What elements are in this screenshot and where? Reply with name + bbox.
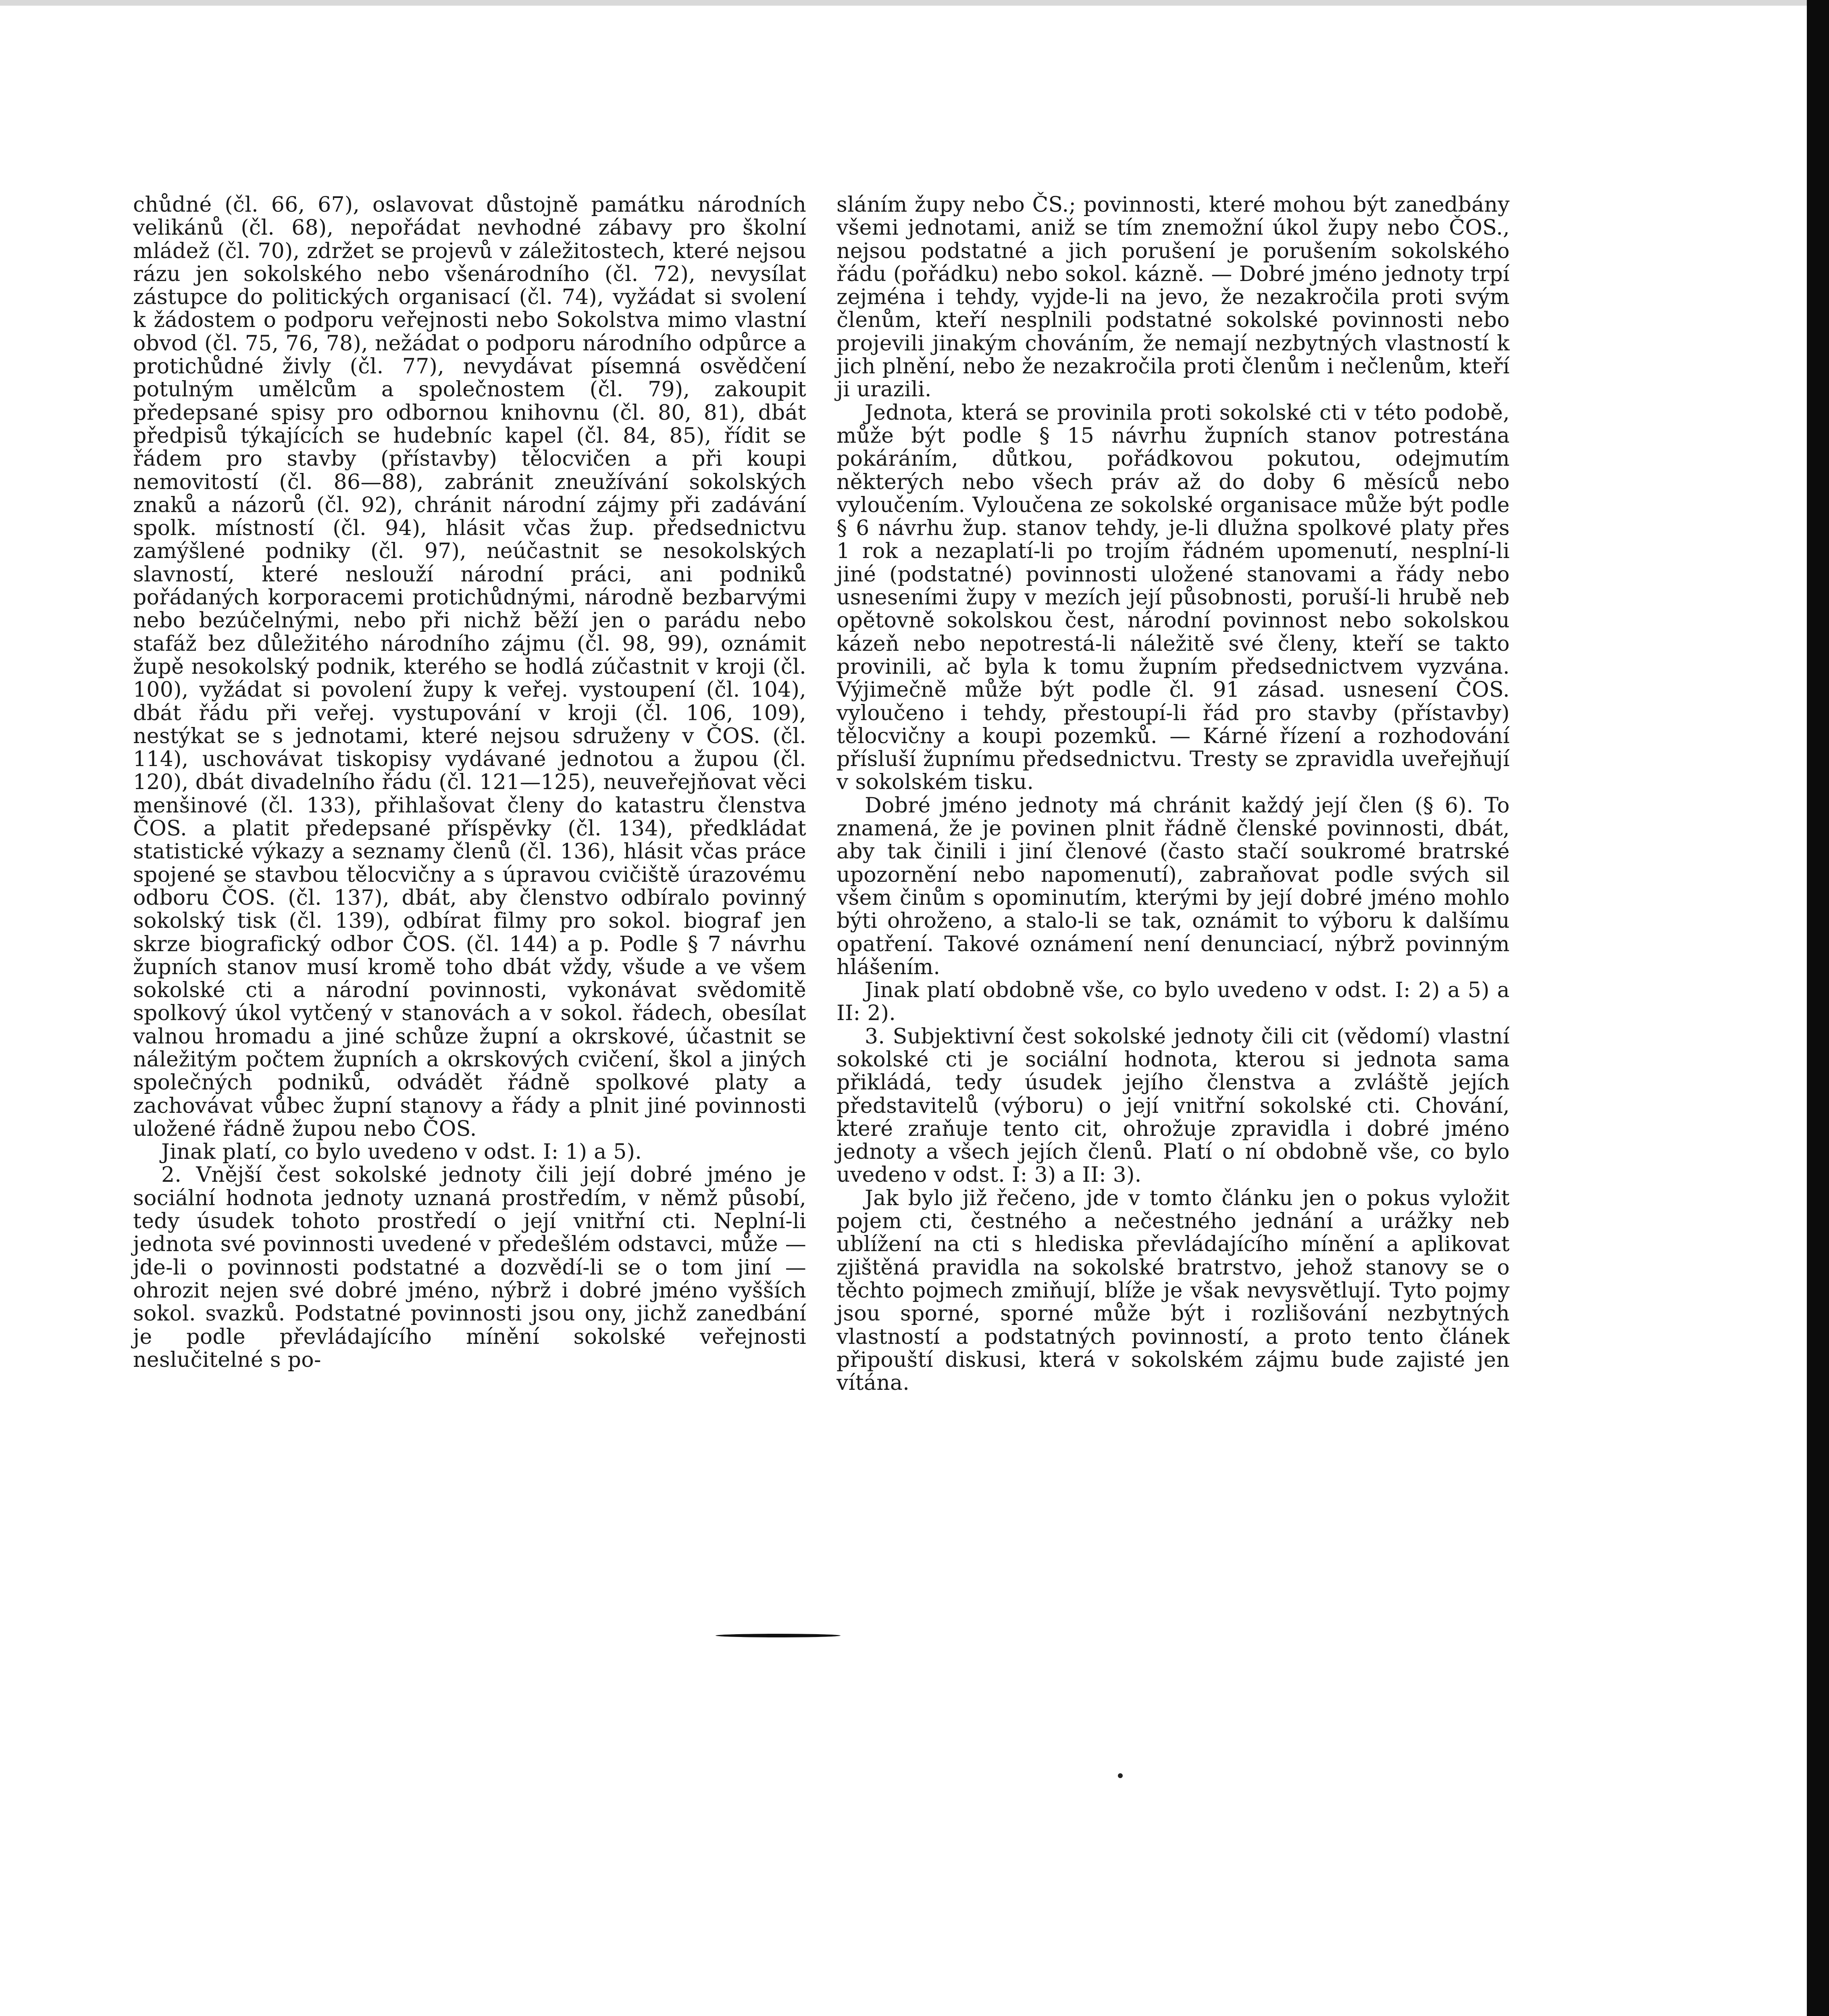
right-paragraph-2: Jednota, která se provinila proti sokolské cti v této podobě, může být podle § 15 návrhu župních stanov potrestána pokáráním, důtkou, pořádkovou pokutou, odejmutím některých nebo všech práv až do doby 6 měsíců nebo vyloučením. Vyloučena ze sokolské organisace může být podle § 6 návrhu žup. stanov tehdy, je-li dlužna spolkové platy přes 1 rok a nezaplatí-li po trojím řádném upomenutí, nesplní-li jiné (podstatné) povinnosti uložené stanovami a řády nebo usneseními župy v mezích její působnosti, poruší-li hrubě neb opětovně sokolskou čest, národní povinnost nebo sokolskou kázeň nebo nepotrestá-li náležitě své členy, kteří se takto provinili, ač byla k tomu župním předsednictvem vyzvána. Výjimečně může být podle čl. 91 zásad. usnesení ČOS. vyloučeno i tehdy, přestoupí-li řád pro stavby (přístavby) tělocvičny a koupi pozemků. — Kárné řízení a rozhodování přísluší župnímu předsednictvu. Tresty se zpravidla uveřejňují v sokolském tisku. [836,400,1510,795]
scan-right-edge [1807,0,1829,2016]
left-paragraph-1: chůdné (čl. 66, 67), oslavovat důstojně památku národních velikánů (čl. 68), nepořádat nevhodné zábavy pro školní mládež (čl. 70), zdržet se projevů v záležitostech, které nejsou rázu jen sokolského nebo všenárodního (čl. 72), nevysílat zástupce do politických organisací (čl. 74), vyžádat si svolení k žádostem o podporu veřejnosti nebo Sokolstva mimo vlastní obvod (čl. 75, 76, 78), nežádat o podporu národního odpůrce a protichůdné živly (čl. 77), nevydávat písemná osvědčení potulným umělcům a společnostem (čl. 79), zakoupit předepsané spisy pro odbornou knihovnu (čl. 80, 81), dbát předpisů týkajících se hudebníc kapel (čl. 84, 85), řídit se řádem pro stavby (přístavby) tělocvičen a při koupi nemovitostí (čl. 86—88), zabránit zneužívání sokolských znaků a názorů (čl. 92), chránit národní zájmy při zadávání spolk. místností (čl. 94), hlásit včas žup. předsednictvu zamýšlené podniky (čl. 97), neúčastnit se nesokolských slavností, které neslouží národní práci, ani podniků pořádaných korporacemi protichůdnými, národně bezbarvými nebo bezúčelnými, nebo při nichž běží jen o parádu nebo stafáž bez důležitého národního zájmu (čl. 98, 99), oznámit župě nesokolský podnik, kterého se hodlá zúčastnit v kroji (čl. 100), vyžádat si povolení župy k veřej. vystoupení (čl. 104), dbát řádu při veřej. vystupování v kroji (čl. 106, 109), nestýkat se s jednotami, které nejsou sdruženy v ČOS. (čl. 114), uschovávat tiskopisy vydávané jednotou a župou (čl. 120), dbát divadelního řádu (čl. 121—125), neuveřejňovat věci menšinové (čl. 133), přihlašovat členy do katastru členstva ČOS. a platit předepsané příspěvky (čl. 134), předkládat statistické výkazy a seznamy členů (čl. 136), hlásit včas práce spojené se stavbou tělocvičny a s úpravou cvičiště úrazovému odboru ČOS. (čl. 137), dbát, aby členstvo odbíralo povinný sokolský tisk (čl. 139), odbírat filmy pro sokol. biograf jen skrze biografický odbor ČOS. (čl. 144) a p. Podle § 7 návrhu župních stanov musí kromě toho dbát vždy, všude a ve všem sokolské cti a národní povinnosti, vykonávat svědomitě spolkový úkol vytčený v stanovách a v sokol. řádech, obesílat valnou hromadu a jiné schůze župní a okrskové, účastnit se náležitým počtem župních a okrskových cvičení, škol a jiných společných podniků, odvádět řádně spolkové platy a zachovávat vůbec župní stanovy a řády a plnit jiné povinnosti uložené řádně župou nebo ČOS. [133,193,806,1141]
left-paragraph-2: Jinak platí, co bylo uvedeno v odst. I: 1) a 5). [161,1140,642,1164]
print-dot [1118,1773,1123,1778]
right-paragraph-3: Dobré jméno jednoty má chránit každý její člen (§ 6). To znamená, že je povinen plnit řádně členské povinnosti, dbát, aby tak činili i jiní členové (často stačí soukromé bratrské upozornění nebo napomenutí), zabraňovat podle svých sil všem činům s opominutím, kterými by její dobré jméno mohlo býti ohroženo, a stalo-li se tak, oznámit to výboru k dalšímu opatření. Takové oznámení není denunciací, nýbrž povinným hlášením. [836,793,1510,979]
left-paragraph-3: 2. Vnější čest sokolské jednoty čili její dobré jméno je sociální hodnota jednoty uznaná prostředím, v němž působí, tedy úsudek tohoto prostředí o její vnitřní cti. Neplní-li jednota své povinnosti uvedené v předešlém odstavci, může — jde-li o povinnosti podstatné a dozvědí-li se o tom jiní — ohrozit nejen své dobré jméno, nýbrž i dobré jméno vyšších sokol. svazků. Podstatné povinnosti jsou ony, jichž zanedbání je podle převládajícího mínění sokolské veřejnosti neslučitelné s po- [133,1163,806,1372]
right-column [836,194,1510,1395]
right-paragraph-1: sláním župy nebo ČS.; povinnosti, které mohou být zanedbány všemi jednotami, aniž se tím znemožní úkol župy nebo ČOS., nejsou podstatné a jich porušení je porušením sokolského řádu (pořádku) nebo sokol. kázně. — Dobré jméno jednoty trpí zejména i tehdy, vyjde-li na jevo, že nezakročila proti svým členům, kteří nesplnili podstatné sokolské povinnosti nebo projevili jinakým chováním, že nemají nezbytných vlastností k jich plnění, nebo že nezakročila proti členům i nečlenům, kteří ji urazili. [836,193,1510,402]
right-paragraph-5: 3. Subjektivní čest sokolské jednoty čili cit (vědomí) vlastní sokolské cti je sociální hodnota, kterou si jednota sama přikládá, tedy úsudek jejího členstva a zvláště jejích představitelů (výboru) o její vnitřní sokolské cti. Chování, které zraňuje tento cit, ohrožuje zpravidla i dobré jméno jednoty a všech jejích členů. Platí o ní obdobně vše, co bylo uvedeno v odst. I: 3) a II: 3). [836,1024,1510,1187]
right-paragraph-6: Jak bylo již řečeno, jde v tomto článku jen o pokus vyložit pojem cti, čestného a nečestného jednání a urážky neb ublížení na cti s hlediska převládajícího mínění a aplikovat zjištěná pravidla na sokolské bratrstvo, jehož stanovy se o těchto pojmech zmiňují, blíže je však nevysvětlují. Tyto pojmy jsou sporné, sporné může být i rozlišování nezbytných vlastností a podstatných povinností, a proto tento článek připouští diskusi, která v sokolském zájmu bude zajisté jen vítána. [836,1186,1510,1395]
right-paragraph-4: Jinak platí obdobně vše, co bylo uvedeno v odst. I: 2) a 5) a II: 2). [836,978,1510,1026]
scan-top-edge [0,0,1829,6]
left-column [133,194,806,1372]
section-divider [716,1634,841,1637]
